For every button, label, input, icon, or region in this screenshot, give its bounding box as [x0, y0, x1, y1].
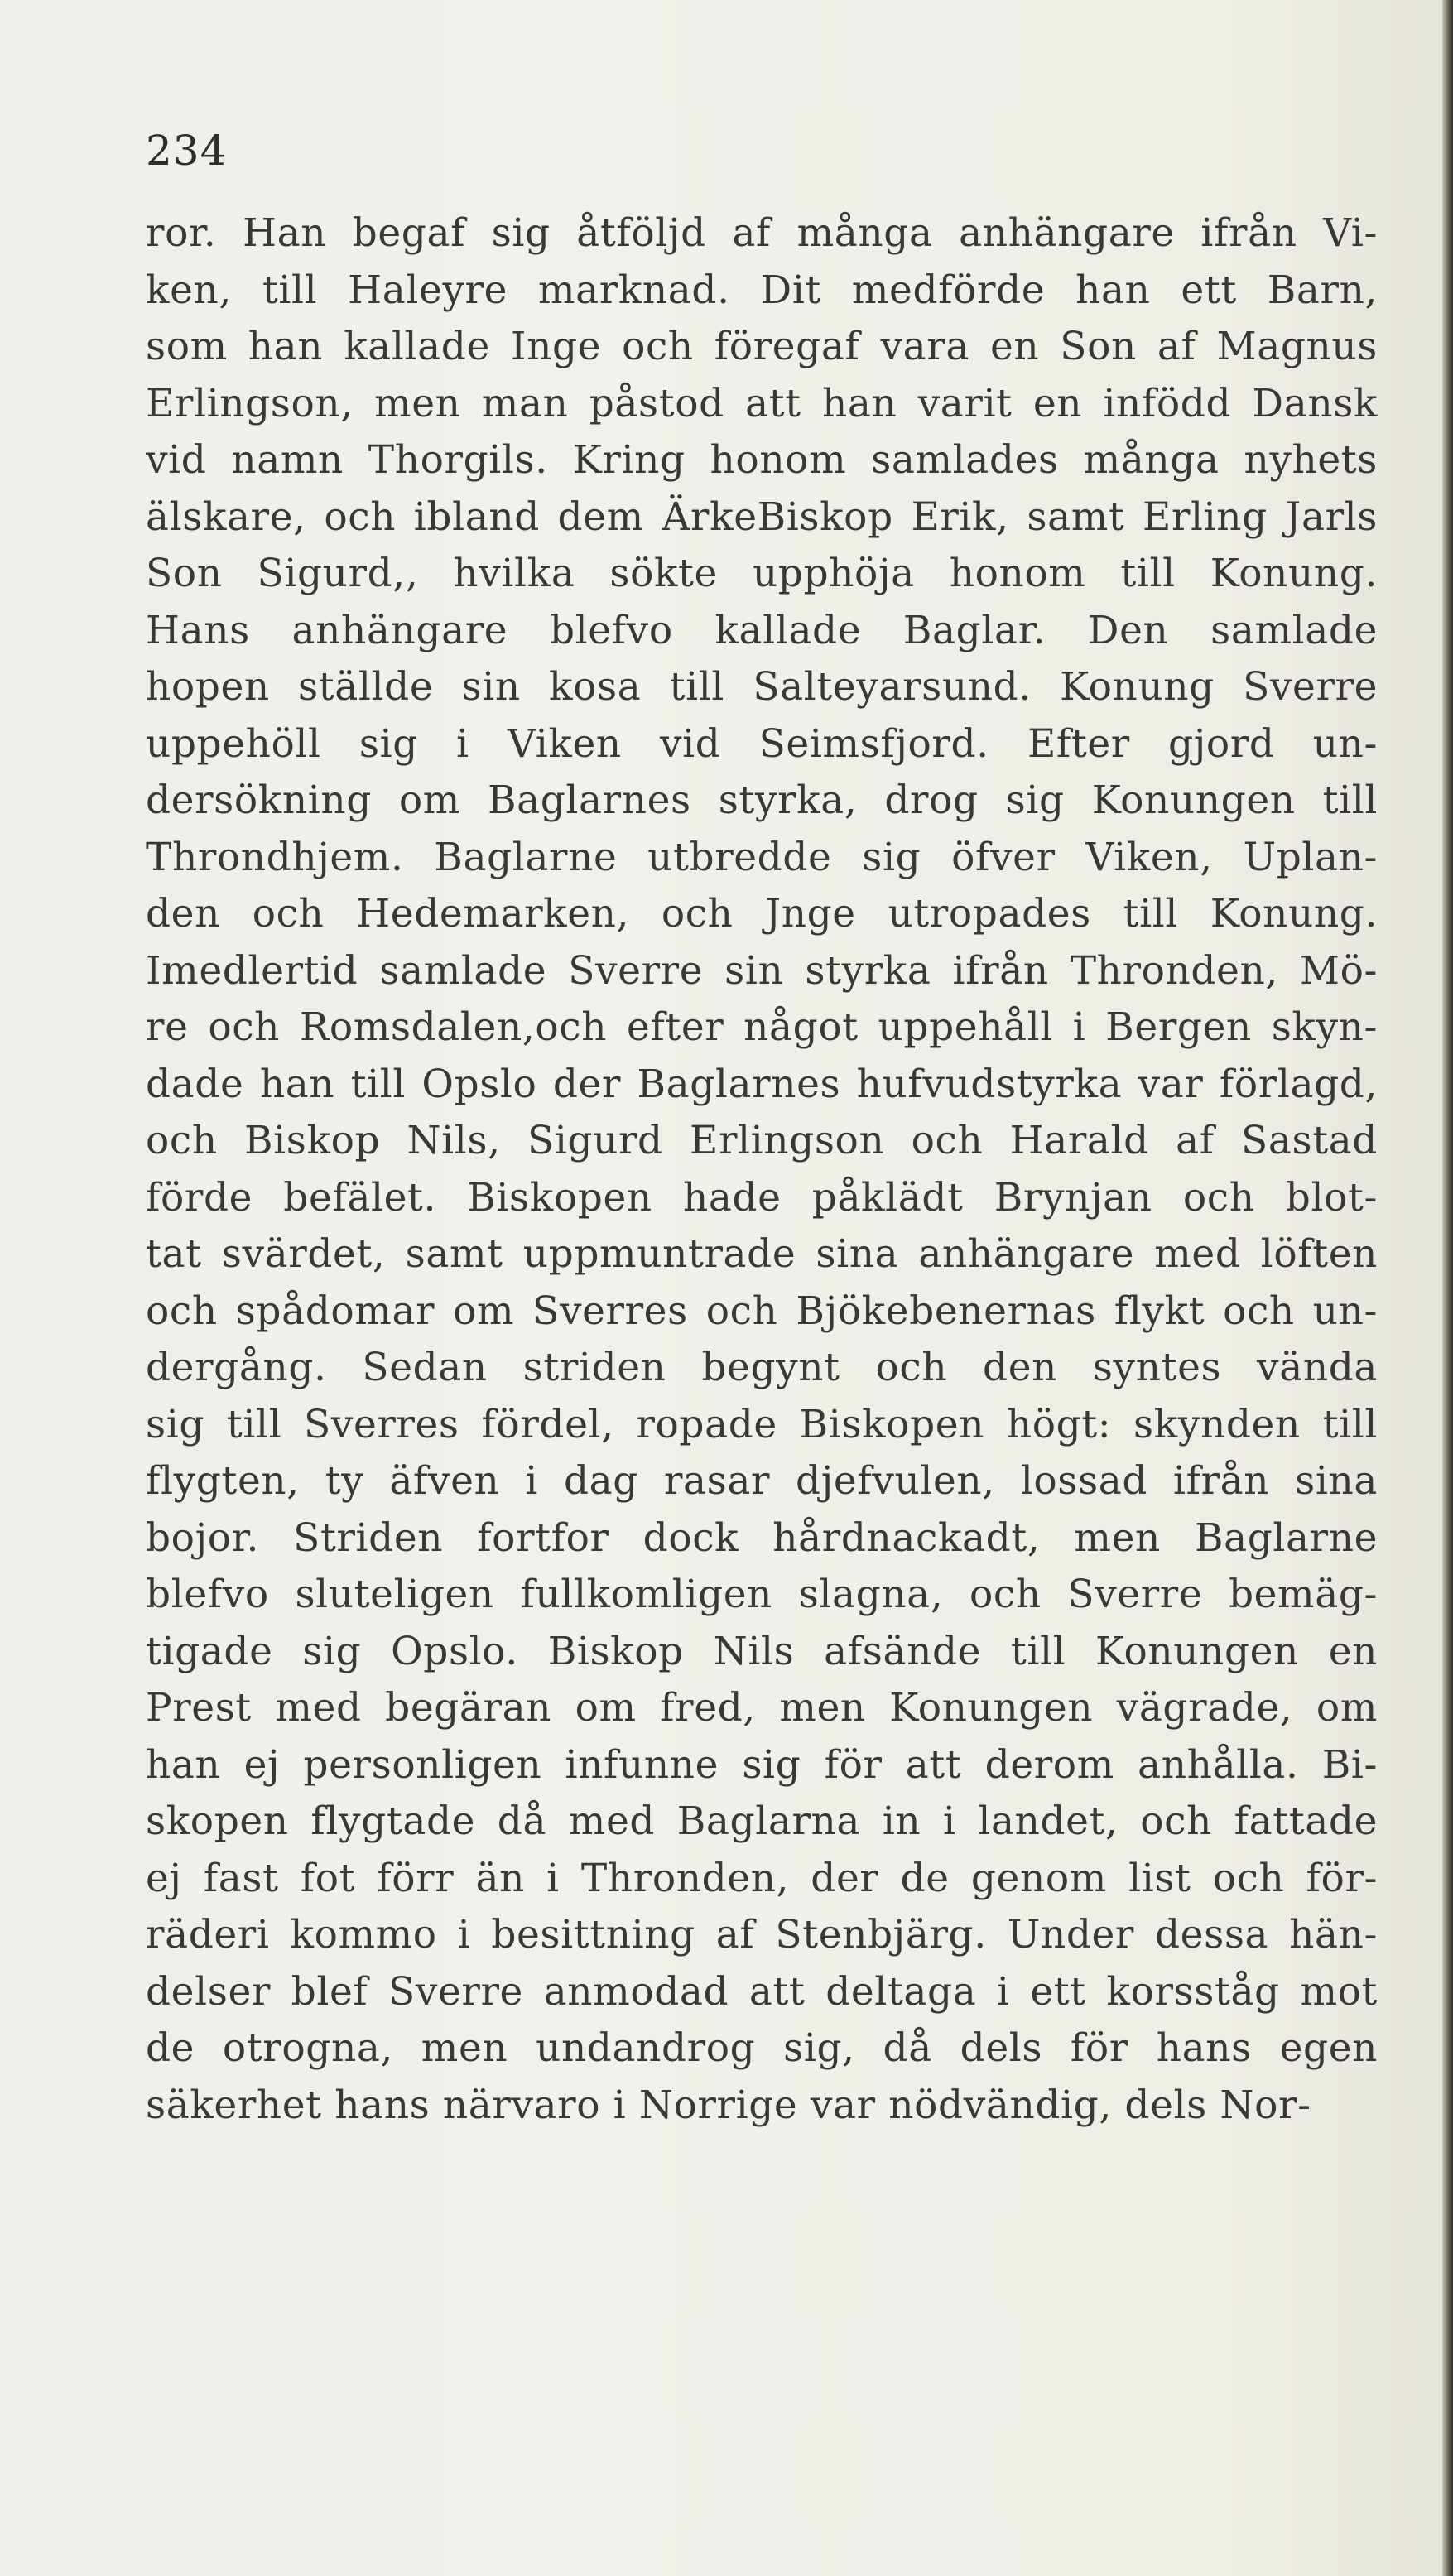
text-line: och Biskop Nils, Sigurd Erlingson och Harald af Sastad: [146, 1118, 1378, 1163]
text-line: Imedlertid samlade Sverre sin styrka ifrån Thronden, Mö-: [146, 947, 1378, 994]
text-line: bojor. Striden fortfor dock hårdnackadt, men Baglarne: [146, 1514, 1378, 1561]
text-line: han ej personligen infunne sig för att derom anhålla. Bi-: [146, 1741, 1378, 1788]
text-line: Son Sigurd,, hvilka sökte upphöja honom till Konung.: [146, 551, 1378, 596]
text-line: Erlingson, men man påstod att han varit en infödd Dansk: [146, 380, 1378, 426]
text-line: ej fast fot förr än i Thronden, der de genom list och för-: [146, 1855, 1378, 1901]
text-line: uppehöll sig i Viken vid Seimsfjord. Efter gjord un-: [146, 720, 1378, 767]
text-line: de otrogna, men undandrog sig, då dels för hans egen: [146, 2025, 1378, 2071]
text-line: säkerhet hans närvaro i Norrige var nödvändig, dels Nor-: [146, 2082, 1311, 2128]
text-line: ken, till Haleyre marknad. Dit medförde han ett Barn,: [146, 267, 1378, 313]
text-line: dergång. Sedan striden begynt och den syntes vända: [146, 1345, 1378, 1390]
text-line: ror. Han begaf sig åtföljd af många anhängare ifrån Vi-: [146, 210, 1378, 256]
body-text: [146, 205, 1378, 2134]
page-edge-shadow: [1442, 0, 1453, 2576]
text-line: sig till Sverres fördel, ropade Biskopen högt: skynden till: [146, 1401, 1378, 1447]
text-line: hopen ställde sin kosa till Salteyarsund. Konung Sverre: [146, 664, 1378, 710]
text-line: tat svärdet, samt uppmuntrade sina anhängare med löften: [146, 1231, 1378, 1277]
text-line: tigade sig Opslo. Biskop Nils afsände till Konungen en: [146, 1628, 1378, 1674]
text-line: den och Hedemarken, och Jnge utropades till Konung.: [146, 891, 1378, 937]
text-line: och spådomar om Sverres och Bjökebenernas flykt och un-: [146, 1288, 1378, 1334]
text-line: re och Romsdalen,och efter något uppehåll i Bergen skyn-: [146, 1004, 1378, 1050]
text-line: älskare, och ibland dem ÄrkeBiskop Erik, samt Erling Jarls: [146, 494, 1378, 540]
text-line: Throndhjem. Baglarne utbredde sig öfver Viken, Uplan-: [146, 834, 1378, 880]
text-line: förde befälet. Biskopen hade påklädt Brynjan och blot-: [146, 1174, 1378, 1221]
text-line: blefvo sluteligen fullkomligen slagna, och Sverre bemäg-: [146, 1572, 1378, 1617]
text-line: dade han till Opslo der Baglarnes hufvudstyrka var förlagd,: [146, 1061, 1378, 1107]
text-line: räderi kommo i besittning af Stenbjärg. Under dessa hän-: [146, 1912, 1378, 1957]
text-line: dersökning om Baglarnes styrka, drog sig Konungen till: [146, 778, 1378, 823]
page-number: 234: [146, 127, 228, 175]
text-line: vid namn Thorgils. Kring honom samlades många nyhets: [146, 437, 1378, 483]
text-line: flygten, ty äfven i dag rasar djefvulen, lossad ifrån sina: [146, 1458, 1378, 1504]
text-line: Prest med begäran om fred, men Konungen vägrade, om: [146, 1685, 1378, 1731]
text-line: skopen flygtade då med Baglarna in i landet, och fattade: [146, 1798, 1378, 1844]
text-line: Hans anhängare blefvo kallade Baglar. Den samlade: [146, 607, 1378, 653]
text-line: delser blef Sverre anmodad att deltaga i ett korsståg mot: [146, 1968, 1378, 2015]
text-line: som han kallade Inge och föregaf vara en Son af Magnus: [146, 324, 1378, 369]
